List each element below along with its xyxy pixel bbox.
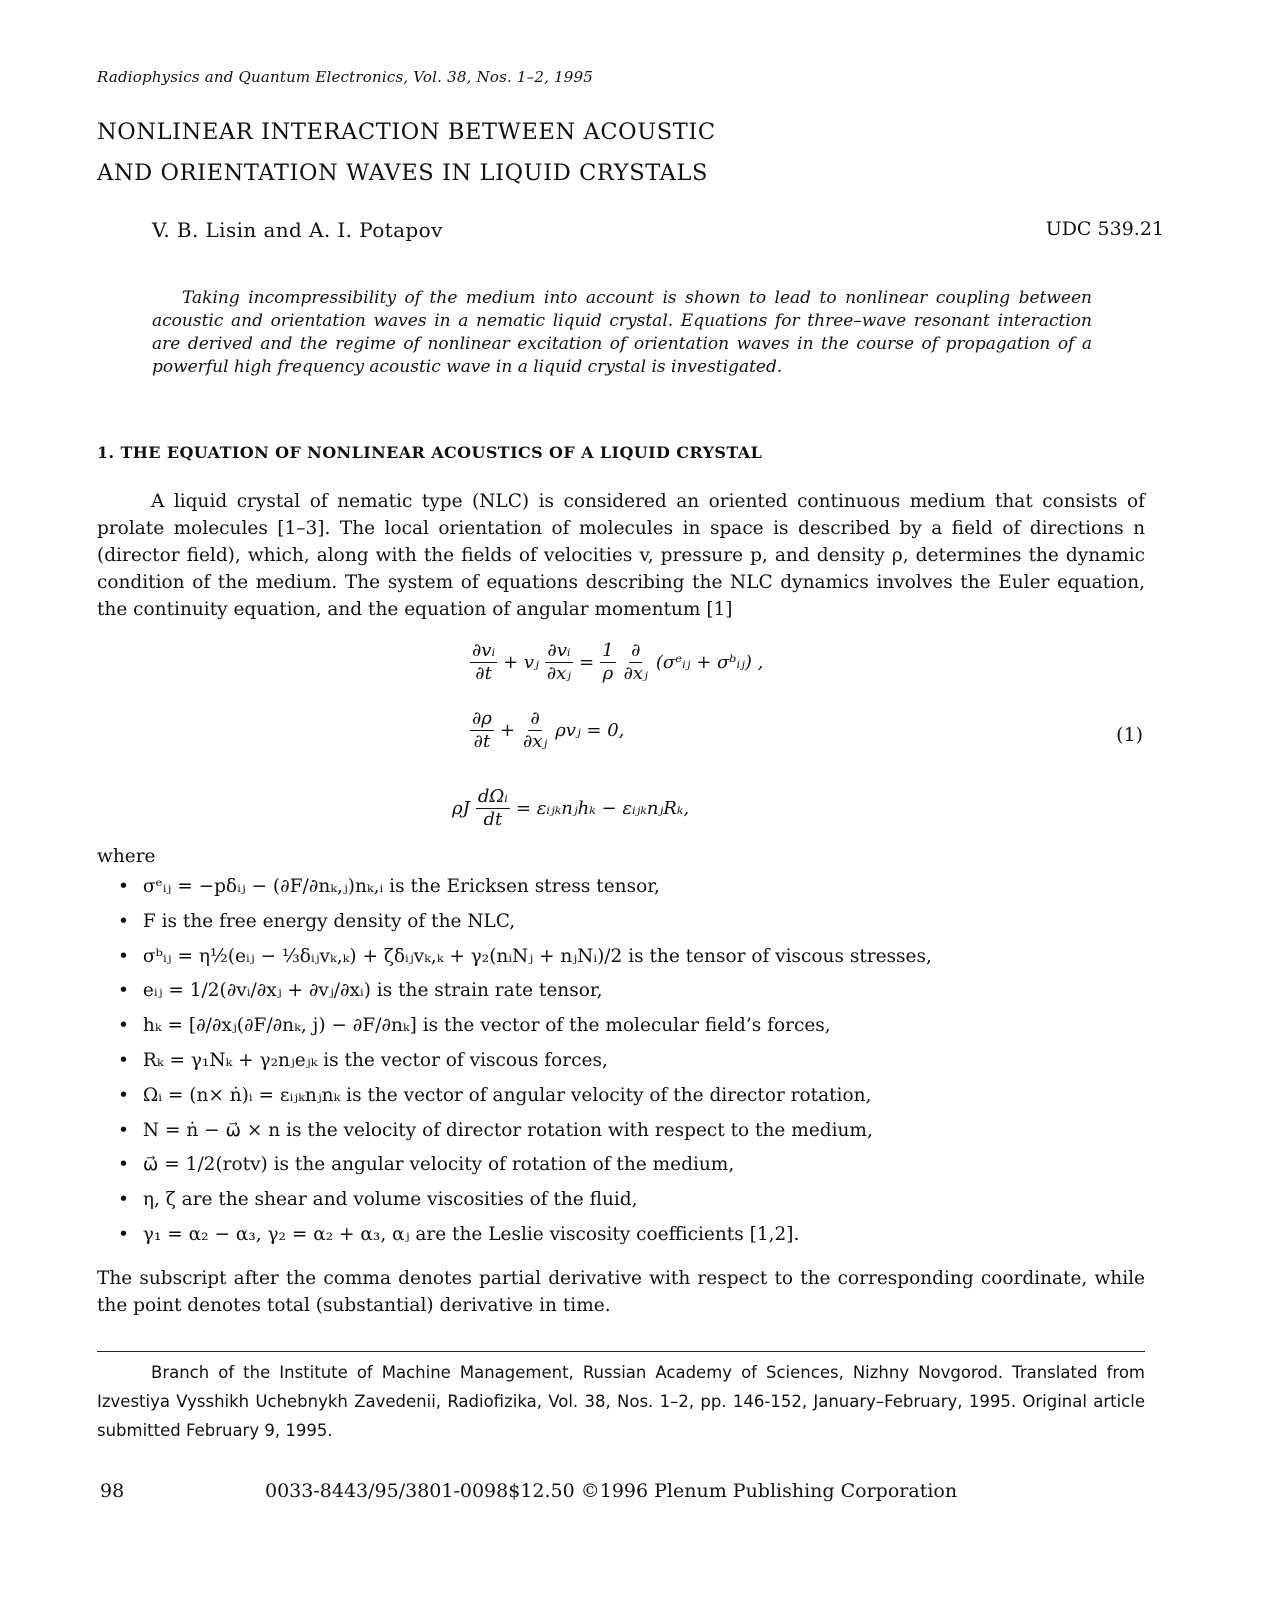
fraction: $\frac{\text{∂vᵢ}}{\text{∂xⱼ}}$	[546, 640, 572, 684]
list-item: • σᵉᵢⱼ = −pδᵢⱼ − (∂F/∂nₖ,ⱼ)nₖ,ᵢ is the Ericksen stress tensor,	[118, 870, 932, 905]
list-item: • Ωᵢ = (n× ṅ)ᵢ = εᵢⱼₖnⱼnₖ is the vector of angular velocity of the director rotation,	[118, 1079, 932, 1114]
list-item: • Rₖ = γ₁Nₖ + γ₂nⱼeⱼₖ is the vector of viscous forces,	[118, 1044, 932, 1079]
footnote-divider	[97, 1351, 1145, 1352]
fraction: $\frac{\partial\rho}{\partial t}$	[472, 708, 492, 752]
continuity-equation: $\frac{\partial\rho}{\partial t}$ + $\frac{\partial}{\text{∂xⱼ}}$ ρvⱼ = 0,	[472, 708, 625, 752]
list-item: • γ₁ = α₂ − α₃, γ₂ = α₂ + α₃, αⱼ are the Leslie viscosity coefficients [1,2].	[118, 1218, 932, 1253]
page-number: 98	[100, 1480, 125, 1502]
authors: V. B. Lisin and A. I. Potapov	[152, 218, 443, 242]
footnote	[97, 1358, 1145, 1445]
paragraph-text: A liquid crystal of nematic type (NLC) is considered an oriented continuous medium that consists of prolate molecules [1–3]. The local orientation of molecules in space is described by a field of directions n (director field), which, along with the fields of velocities v, pressure p, and density ρ, determines the dynamic condition of the medium. The system of equations describing the NLC dynamics involves the Euler equation, the continuity equation, and the equation of angular momentum [1]	[97, 491, 1145, 620]
angular-momentum-equation: ρJ $\frac{\text{dΩᵢ}}{dt}$ = εᵢⱼₖnⱼhₖ − εᵢⱼₖnⱼRₖ,	[452, 786, 690, 830]
closing-paragraph: The subscript after the comma denotes partial derivative with respect to the corresponding coordinate, while the point denotes total (substantial) derivative in time.	[97, 1268, 1145, 1316]
title-line-2: AND ORIENTATION WAVES IN LIQUID CRYSTALS	[97, 160, 709, 186]
copyright-code: 0033-8443/95/3801-0098$12.50 ©1996 Plenum Publishing Corporation	[265, 1480, 958, 1502]
where-label: where	[97, 846, 156, 867]
udc-code: UDC 539.21	[1045, 218, 1164, 240]
footnote-text: Branch of the Institute of Machine Management, Russian Academy of Sciences, Nizhny Novgorod. Translated from Izvestiya Vysshikh Uchebnykh Zavedenii, Radiofizika, Vol. 38, Nos. 1–2, pp. 146-152, January–February, 1995. Original article submitted February 9, 1995.	[97, 1363, 1145, 1440]
list-item: • σᵇᵢⱼ = η½(eᵢⱼ − ⅓δᵢⱼvₖ,ₖ) + ζδᵢⱼvₖ,ₖ + γ₂(nᵢNⱼ + nⱼNᵢ)/2 is the tensor of viscous stresses,	[118, 940, 932, 975]
abstract: Taking incompressibility of the medium into account is shown to lead to nonlinear coupling between acoustic and orientation waves in a nematic liquid crystal. Equations for three–wave resonant interaction are derived and the regime of nonlinear excitation of orientation waves in the course of propagation of a powerful high frequency acoustic wave in a liquid crystal is investigated.	[152, 288, 1092, 377]
fraction: $\frac{\text{dΩᵢ}}{dt}$	[477, 786, 508, 830]
section-paragraph	[97, 488, 1145, 623]
euler-equation: $\frac{\text{∂vᵢ}}{\partial t}$ + vⱼ $\frac{\text{∂vᵢ}}{\text{∂xⱼ}}$ = $\frac{1}{\rho}$ $\frac{\partial}{\text{∂xⱼ}}$ (σᵉᵢⱼ + σᵇᵢⱼ) ,	[472, 640, 764, 684]
journal-citation: Radiophysics and Quantum Electronics, Vol. 38, Nos. 1–2, 1995	[97, 68, 594, 86]
definition-list	[118, 870, 932, 1253]
section-heading: 1. THE EQUATION OF NONLINEAR ACOUSTICS OF A LIQUID CRYSTAL	[97, 443, 763, 462]
fraction: $\frac{1}{\rho}$	[602, 640, 614, 684]
title-line-1: NONLINEAR INTERACTION BETWEEN ACOUSTIC	[97, 119, 716, 145]
list-item: • eᵢⱼ = 1/2(∂vᵢ/∂xⱼ + ∂vⱼ/∂xᵢ) is the strain rate tensor,	[118, 974, 932, 1009]
list-item: • F is the free energy density of the NLC,	[118, 905, 932, 940]
fraction: $\frac{\text{∂vᵢ}}{\partial t}$	[472, 640, 496, 684]
equation-number: (1)	[1116, 724, 1143, 746]
fraction: $\frac{\partial}{\text{∂xⱼ}}$	[522, 708, 548, 752]
list-item: • N = ṅ − ω⃗ × n is the velocity of director rotation with respect to the medium,	[118, 1114, 932, 1149]
list-item: • ω⃗ = 1/2(rotv) is the angular velocity of rotation of the medium,	[118, 1148, 932, 1183]
paper-title	[97, 112, 716, 194]
list-item: • hₖ = [∂/∂xⱼ(∂F/∂nₖ, j) − ∂F/∂nₖ] is the vector of the molecular field’s forces,	[118, 1009, 932, 1044]
fraction: $\frac{\partial}{\text{∂xⱼ}}$	[623, 640, 648, 684]
list-item: • η, ζ are the shear and volume viscosities of the fluid,	[118, 1183, 932, 1218]
